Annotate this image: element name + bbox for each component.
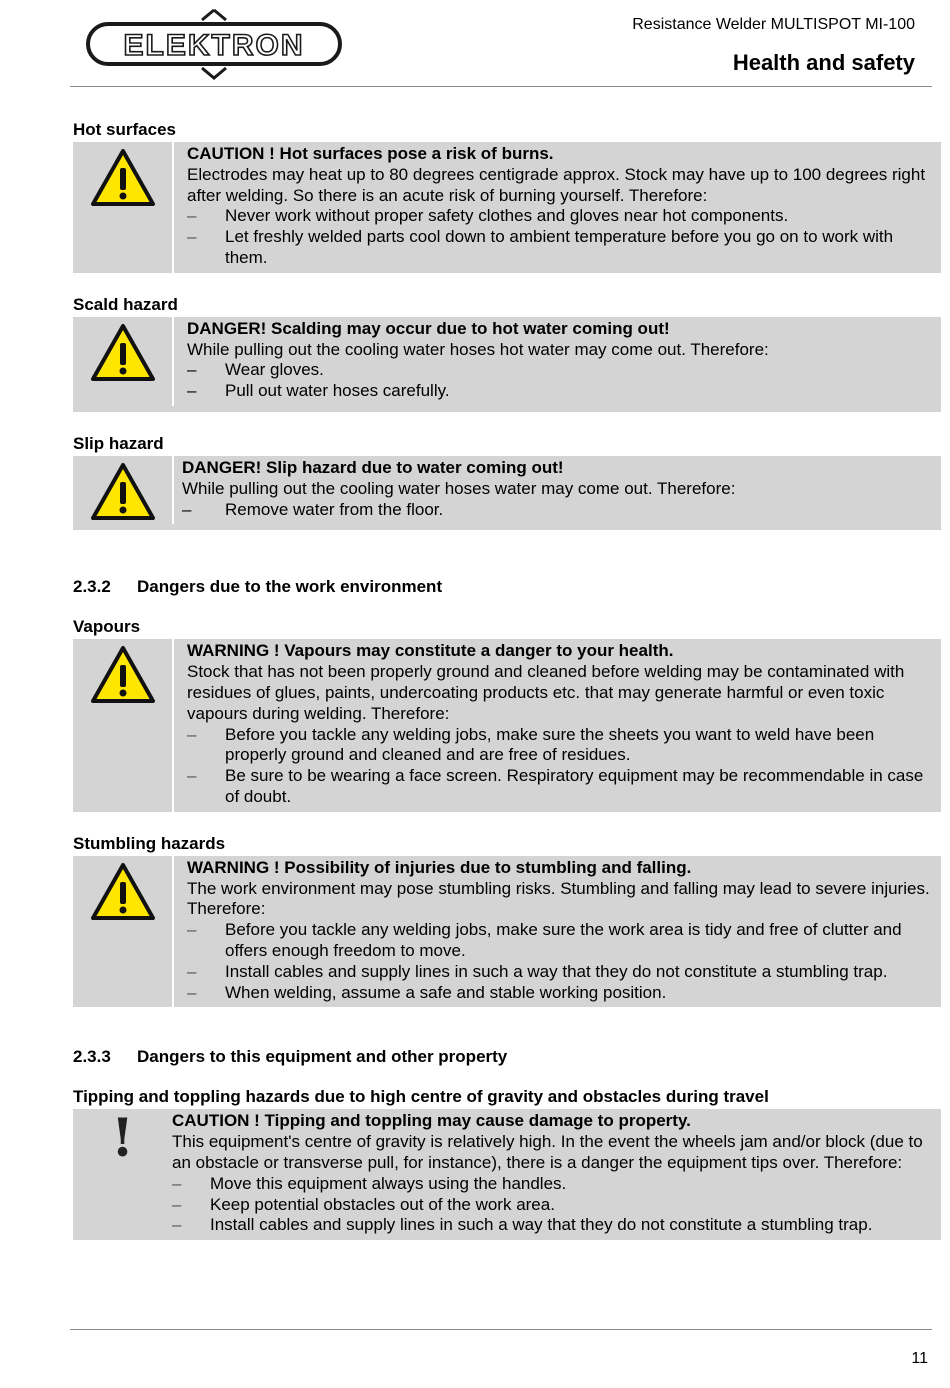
footer-divider — [70, 1329, 932, 1330]
exclamation-icon: ! — [111, 1108, 134, 1170]
list-item — [187, 360, 937, 381]
warning-triangle-icon — [90, 462, 156, 522]
list-item-text: Before you tackle any welding jobs, make sure the work area is tidy and free of clutter and offers enough freedom to move. — [225, 920, 902, 960]
hazard-body: Stock that has not been properly ground and cleaned before welding may be contaminated with residues of glues, paints, undercoating products etc. that may generate harmful or even toxic vapours during welding. Therefore: — [187, 662, 905, 723]
hazard-title-tipping: Tipping and toppling hazards due to high centre of gravity and obstacles during travel — [73, 1087, 769, 1107]
hazard-text — [174, 456, 941, 524]
hazard-box-scald — [73, 317, 941, 412]
list-item-text: When welding, assume a safe and stable working position. — [225, 982, 667, 1002]
hazard-box-tipping — [73, 1109, 941, 1240]
elektron-logo — [84, 8, 344, 80]
dash-bullet: – — [187, 961, 197, 981]
document-title: Resistance Welder MULTISPOT MI-100 — [632, 16, 915, 33]
warning-triangle-icon — [90, 323, 156, 383]
hazard-title-stumbling: Stumbling hazards — [73, 833, 226, 853]
hazard-body: The work environment may pose stumbling risks. Stumbling and falling may lead to severe injuries. Therefore: — [187, 878, 930, 919]
hazard-title-hot-surfaces: Hot surfaces — [73, 120, 176, 139]
icon-cell — [73, 456, 174, 524]
dash-bullet: – — [172, 1173, 182, 1193]
list-item — [172, 1174, 937, 1195]
page-header — [0, 0, 950, 90]
dash-bullet: – — [172, 1194, 182, 1214]
page-number: 11 — [911, 1350, 928, 1367]
list-item — [187, 725, 937, 767]
hazard-body: While pulling out the cooling water hoses hot water may come out. Therefore: — [187, 339, 769, 359]
icon-cell — [73, 317, 174, 406]
dash-bullet: – — [187, 227, 197, 247]
hazard-headline: DANGER! Scalding may occur due to hot water coming out! — [187, 318, 670, 338]
list-item-text: Pull out water hoses carefully. — [225, 381, 450, 401]
hazard-body: This equipment's centre of gravity is relatively high. In the event the wheels jam and/or block (due to an obstacle or transverse pull, for instance), there is a danger the equipment tips over. Therefore: — [172, 1132, 923, 1172]
page-content — [73, 120, 941, 1240]
hazard-box-slip — [73, 456, 941, 530]
icon-cell — [73, 142, 174, 273]
dash-bullet: – — [187, 381, 197, 401]
list-item-text: Keep potential obstacles out of the work area. — [210, 1194, 555, 1214]
dash-bullet: – — [187, 766, 197, 786]
icon-cell — [73, 639, 174, 811]
hazard-title-vapours: Vapours — [73, 617, 141, 637]
subsection-title: Dangers due to the work environment — [137, 577, 443, 597]
hazard-text — [174, 856, 941, 1008]
hazard-headline: DANGER! Slip hazard due to water coming out! — [182, 457, 564, 477]
hazard-box-vapours — [73, 639, 941, 811]
list-item — [172, 1215, 937, 1236]
dash-bullet: – — [187, 206, 197, 226]
list-item-text: Wear gloves. — [225, 360, 324, 380]
hazard-headline: WARNING ! Vapours may constitute a danger to your health. — [187, 641, 674, 661]
dash-bullet: – — [187, 724, 197, 744]
list-item — [187, 381, 937, 402]
icon-cell — [73, 1109, 172, 1240]
hazard-body: While pulling out the cooling water hoses water may come out. Therefore: — [182, 478, 736, 498]
hazard-title-scald: Scald hazard — [73, 294, 178, 314]
warning-triangle-icon — [90, 148, 156, 208]
list-item — [172, 1195, 937, 1216]
section-title: Health and safety — [732, 50, 915, 75]
list-item — [187, 766, 937, 808]
list-item-text: Install cables and supply lines in such a way that they do not constitute a stumbling trap. — [225, 961, 888, 981]
subsection-number: 2.3.3 — [73, 1047, 111, 1067]
dash-bullet: – — [187, 360, 197, 380]
list-item-text: Before you tackle any welding jobs, make sure the sheets you want to weld have been properly ground and cleaned and are free of residues. — [225, 724, 875, 765]
list-item — [187, 962, 937, 983]
list-item-text: Remove water from the floor. — [225, 499, 444, 519]
list-item-text: Install cables and supply lines in such a way that they do not constitute a stumbling trap. — [210, 1215, 873, 1235]
warning-triangle-icon — [90, 862, 156, 922]
hazard-headline: WARNING ! Possibility of injuries due to stumbling and falling. — [187, 857, 692, 877]
hazard-text — [172, 1109, 941, 1240]
hazard-headline: CAUTION ! Hot surfaces pose a risk of burns. — [187, 144, 554, 163]
list-item — [187, 206, 937, 227]
dash-bullet: – — [172, 1215, 182, 1235]
hazard-title-slip: Slip hazard — [73, 433, 164, 453]
header-divider — [70, 86, 932, 87]
subsection-heading-233 — [73, 1047, 941, 1067]
list-item-text: Be sure to be wearing a face screen. Respiratory equipment may be recommendable in case of doubt. — [225, 766, 924, 806]
subsection-heading-232 — [73, 577, 941, 597]
list-item — [187, 227, 937, 269]
dash-bullet: – — [187, 982, 197, 1002]
list-item — [187, 920, 937, 962]
list-item — [187, 983, 937, 1004]
list-item-text: Never work without proper safety clothes and gloves near hot components. — [225, 206, 789, 226]
dash-bullet: – — [182, 499, 192, 519]
hazard-text — [174, 317, 941, 406]
list-item — [182, 500, 937, 521]
subsection-title: Dangers to this equipment and other property — [137, 1047, 508, 1067]
hazard-headline: CAUTION ! Tipping and toppling may cause damage to property. — [172, 1111, 691, 1131]
dash-bullet: – — [187, 920, 197, 940]
hazard-box-hot-surfaces — [73, 142, 941, 273]
hazard-text — [174, 142, 941, 273]
warning-triangle-icon — [90, 645, 156, 705]
icon-cell — [73, 856, 174, 1008]
list-item-text: Move this equipment always using the handles. — [210, 1173, 567, 1193]
hazard-box-stumbling — [73, 856, 941, 1008]
list-item-text: Let freshly welded parts cool down to ambient temperature before you go on to work with them. — [225, 227, 894, 267]
hazard-text — [174, 639, 941, 811]
hazard-body: Electrodes may heat up to 80 degrees centigrade approx. Stock may have up to 100 degrees right after welding. So there is an acute risk of burning yourself. Therefore: — [187, 164, 926, 205]
subsection-number: 2.3.2 — [73, 577, 111, 597]
svg-text:ELEKTRON: ELEKTRON — [123, 29, 305, 62]
